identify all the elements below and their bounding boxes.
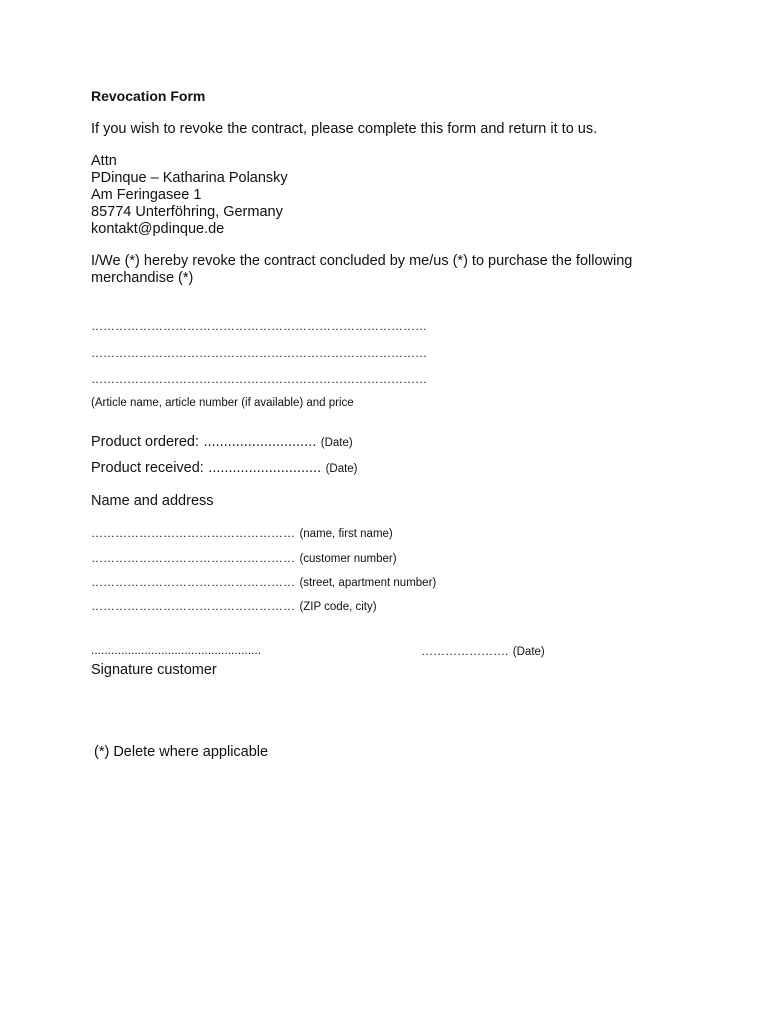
signature-date-hint: (Date) [512,646,545,658]
revoke-statement-line1: I/We (*) hereby revoke the contract concluded by me/us (*) to purchase the following [91,253,633,269]
customer-field-row [91,597,377,615]
signature-label: Signature customer [91,662,217,678]
address-street: Am Feringasee 1 [91,187,202,203]
address-city: 85774 Unterföhring, Germany [91,204,283,220]
signature-date-dots[interactable]: …………………. [421,644,509,658]
customer-field-row [91,524,393,542]
address-attn: Attn [91,153,117,169]
revoke-statement-line2: merchandise (*) [91,270,194,286]
address-name: PDinque – Katharina Polansky [91,170,288,186]
product-ordered-label: Product ordered: [91,434,200,450]
product-received-hint: (Date) [325,463,358,475]
product-ordered-dots[interactable]: ............................ [203,434,317,450]
customer-field-row [91,549,397,567]
address-email: kontakt@pdinque.de [91,221,225,237]
customer-field-dots[interactable]: …………………………………………… [91,551,295,565]
product-ordered-row [91,433,353,451]
intro-text: If you wish to revoke the contract, please complete this form and return it to us. [91,121,598,137]
customer-field-dots[interactable]: …………………………………………… [91,599,295,613]
product-received-row [91,459,358,477]
form-title: Revocation Form [91,88,206,104]
customer-field-hint: (name, first name) [299,528,393,540]
product-received-dots[interactable]: ............................ [208,460,322,476]
product-received-label: Product received: [91,460,204,476]
article-line[interactable]: ………………………………………………………………………… [91,346,427,360]
product-ordered-hint: (Date) [320,437,353,449]
customer-field-row [91,573,436,591]
signature-date-row [421,642,545,660]
customer-field-dots[interactable]: …………………………………………… [91,526,295,540]
name-address-heading: Name and address [91,493,214,509]
article-hint: (Article name, article number (if available) and price [91,397,354,409]
signature-dots[interactable]: ................................................... [91,643,262,657]
article-line[interactable]: ………………………………………………………………………… [91,372,427,386]
customer-field-hint: (customer number) [299,553,397,565]
footnote: (*) Delete where applicable [94,744,269,760]
customer-field-dots[interactable]: …………………………………………… [91,575,295,589]
article-line[interactable]: ………………………………………………………………………… [91,319,427,333]
customer-field-hint: (street, apartment number) [299,577,437,589]
customer-field-hint: (ZIP code, city) [299,601,377,613]
